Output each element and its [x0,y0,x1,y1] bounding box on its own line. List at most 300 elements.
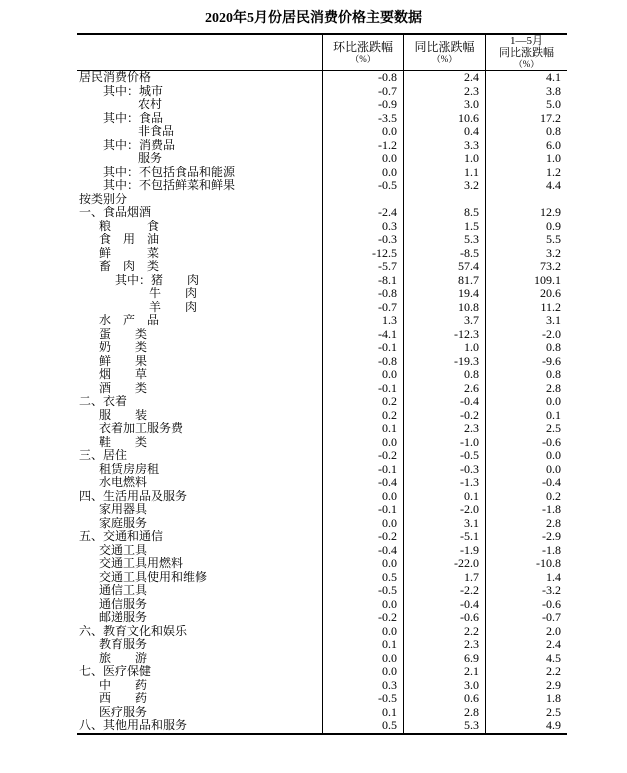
row-ytd-value: 3.8 [485,85,567,99]
row-mom-value: -0.9 [322,98,403,112]
table-row [77,652,567,666]
table-row [77,85,567,99]
row-mom-value: 0.0 [322,125,403,139]
row-label: 鞋 类 [99,435,148,449]
row-label-cell [77,85,322,99]
row-label-cell [77,584,322,598]
row-label: 鲜 果 [99,354,148,368]
row-yoy-value: -0.2 [403,409,485,423]
row-label-cell [77,112,322,126]
row-label-cell [77,328,322,342]
table-row [77,301,567,315]
row-yoy-value: -0.5 [403,449,485,463]
row-mom-value: 0.5 [322,719,403,733]
row-yoy-value: -22.0 [403,557,485,571]
row-yoy-value: 2.4 [403,71,485,85]
row-ytd-value: 1.8 [485,692,567,706]
table-row [77,395,567,409]
row-yoy-value: 1.7 [403,571,485,585]
row-label: 交通工具使用和维修 [99,570,208,584]
row-yoy-value [403,193,485,207]
row-yoy-value: 57.4 [403,260,485,274]
row-yoy-value: 1.5 [403,220,485,234]
row-mom-value: -0.1 [322,382,403,396]
table-row [77,179,567,193]
row-mom-value: 0.2 [322,409,403,423]
row-mom-value: -0.7 [322,301,403,315]
row-mom-value: 0.1 [322,706,403,720]
row-label-cell [77,395,322,409]
row-label: 蛋 类 [99,327,148,341]
row-yoy-value: -0.6 [403,611,485,625]
table-row [77,260,567,274]
table-row [77,544,567,558]
row-yoy-value: 10.8 [403,301,485,315]
row-ytd-value: 2.4 [485,638,567,652]
table-row [77,71,567,85]
row-mom-value: 0.0 [322,598,403,612]
row-label-cell [77,382,322,396]
row-mom-value: 0.1 [322,422,403,436]
table-row [77,490,567,504]
table-row [77,409,567,423]
row-ytd-value: 1.2 [485,166,567,180]
row-ytd-value: 1.4 [485,571,567,585]
row-ytd-value: 0.9 [485,220,567,234]
row-mom-value: -5.7 [322,260,403,274]
row-ytd-value: 5.5 [485,233,567,247]
row-mom-value: -0.8 [322,287,403,301]
row-yoy-value: 8.5 [403,206,485,220]
column-header-yoy [403,35,485,70]
row-yoy-value: 3.2 [403,179,485,193]
row-label-cell [77,368,322,382]
table-row [77,503,567,517]
row-label-cell [77,193,322,207]
row-ytd-value: 3.2 [485,247,567,261]
row-label-cell [77,503,322,517]
table-row [77,247,567,261]
row-yoy-value: -2.2 [403,584,485,598]
row-label: 邮递服务 [99,611,148,624]
table-row [77,611,567,625]
row-label-cell [77,341,322,355]
row-ytd-value: 2.0 [485,625,567,639]
row-yoy-value: -1.0 [403,436,485,450]
column-header-yoy-unit: （%） [431,54,458,64]
row-mom-value: -8.1 [322,274,403,288]
row-mom-value: -4.1 [322,328,403,342]
row-yoy-value: 2.6 [403,382,485,396]
row-ytd-value: 109.1 [485,274,567,288]
row-label: 其中：消费品 [103,138,176,152]
row-label: 六、教育文化和娱乐 [79,624,188,638]
table-row [77,233,567,247]
row-label: 牛 肉 [149,287,198,300]
row-label-cell [77,476,322,490]
row-yoy-value: -5.1 [403,530,485,544]
row-label-cell [77,206,322,220]
row-ytd-value: 12.9 [485,206,567,220]
column-header-yoy-title: 同比涨跌幅 [414,40,475,54]
row-label-cell [77,692,322,706]
row-yoy-value: 5.3 [403,233,485,247]
row-mom-value [322,193,403,207]
row-label: 交通工具用燃料 [99,557,184,570]
row-label: 其中：城市 [103,84,164,98]
row-yoy-value: -0.4 [403,598,485,612]
row-label: 家庭服务 [99,516,148,530]
table-row [77,584,567,598]
row-yoy-value: 6.9 [403,652,485,666]
row-label: 畜 肉 类 [99,260,160,273]
row-label: 通信服务 [99,597,148,611]
row-ytd-value: 2.5 [485,706,567,720]
table-row [77,98,567,112]
row-label-cell [77,598,322,612]
row-label: 鲜 菜 [99,246,160,260]
row-label-cell [77,166,322,180]
row-ytd-value: 20.6 [485,287,567,301]
row-label: 医疗服务 [99,705,148,719]
row-yoy-value: 0.1 [403,490,485,504]
row-label-cell [77,706,322,720]
row-label-cell [77,490,322,504]
row-mom-value: 0.0 [322,166,403,180]
row-mom-value: 0.2 [322,395,403,409]
column-header-mom-title: 环比涨跌幅 [332,40,393,54]
row-ytd-value: -0.6 [485,436,567,450]
row-mom-value: -0.1 [322,463,403,477]
row-label: 教育服务 [99,638,148,651]
row-ytd-value: -10.8 [485,557,567,571]
row-label-cell [77,436,322,450]
row-yoy-value: 81.7 [403,274,485,288]
row-label: 租赁房房租 [99,462,160,476]
row-ytd-value: 0.1 [485,409,567,423]
row-label-cell [77,625,322,639]
row-ytd-value: 0.8 [485,125,567,139]
column-header-ytd [485,35,567,70]
row-yoy-value: -0.4 [403,395,485,409]
row-yoy-value: -1.9 [403,544,485,558]
row-label: 烟 草 [99,368,148,381]
row-label-cell [77,139,322,153]
table-row [77,530,567,544]
row-label-cell [77,71,322,85]
row-mom-value: -0.1 [322,341,403,355]
row-ytd-value: -2.0 [485,328,567,342]
column-header-ytd-period: 1—5月 [510,35,543,47]
row-label-cell [77,220,322,234]
column-header-ytd-title: 同比涨跌幅 [499,46,554,59]
row-yoy-value: 2.3 [403,85,485,99]
row-ytd-value: 2.8 [485,517,567,531]
row-yoy-value: -1.3 [403,476,485,490]
row-label: 水 产 品 [99,314,160,327]
row-label-cell [77,665,322,679]
row-ytd-value: 4.9 [485,719,567,733]
row-label: 二、衣着 [79,395,128,408]
row-yoy-value: 1.0 [403,152,485,166]
row-yoy-value: 3.1 [403,517,485,531]
row-label-cell [77,233,322,247]
row-mom-value: 0.0 [322,517,403,531]
row-yoy-value: 3.0 [403,98,485,112]
row-label: 酒 类 [99,381,148,395]
table-row [77,328,567,342]
row-mom-value: 0.0 [322,490,403,504]
row-label: 按类别分 [79,192,128,206]
row-ytd-value: 4.1 [485,71,567,85]
row-mom-value: -2.4 [322,206,403,220]
row-label: 中 药 [99,678,148,692]
row-mom-value: 0.5 [322,571,403,585]
row-ytd-value: -1.8 [485,503,567,517]
row-label-cell [77,314,322,328]
row-label-cell [77,557,322,571]
row-label-cell [77,152,322,166]
row-yoy-value: 0.4 [403,125,485,139]
row-mom-value: 0.3 [322,679,403,693]
row-label: 其中：猪 肉 [115,273,200,287]
row-label-cell [77,287,322,301]
row-label-cell [77,463,322,477]
table-row [77,692,567,706]
row-mom-value: 0.1 [322,638,403,652]
row-mom-value: -0.5 [322,692,403,706]
row-label: 西 药 [99,692,148,705]
column-header-ytd-unit: （%） [513,59,540,69]
row-label: 农村 [138,98,163,111]
row-ytd-value: 0.8 [485,341,567,355]
row-mom-value: -0.3 [322,233,403,247]
column-header-mom [322,35,403,70]
row-label: 服 装 [99,408,148,422]
table-header-row [77,35,567,71]
row-mom-value: -0.4 [322,544,403,558]
row-ytd-value: 4.5 [485,652,567,666]
row-label: 家用器具 [99,503,148,516]
row-ytd-value: 2.8 [485,382,567,396]
table-row [77,476,567,490]
row-label: 其中：食品 [103,111,164,125]
row-label: 羊 肉 [149,300,198,314]
table-row [77,355,567,369]
row-mom-value: 0.0 [322,652,403,666]
row-label: 八、其他用品和服务 [79,719,188,732]
row-mom-value: -0.7 [322,85,403,99]
table-row [77,220,567,234]
row-mom-value: 0.3 [322,220,403,234]
table-row [77,382,567,396]
row-ytd-value: 0.0 [485,449,567,463]
row-label: 旅 游 [99,651,148,665]
row-yoy-value: 1.0 [403,341,485,355]
row-ytd-value: -9.6 [485,355,567,369]
row-yoy-value: -19.3 [403,355,485,369]
table-row [77,665,567,679]
row-label: 其中：不包括食品和能源 [103,165,236,179]
row-label-cell [77,247,322,261]
row-label: 三、居住 [79,449,128,462]
row-mom-value: 1.3 [322,314,403,328]
table-row [77,557,567,571]
row-yoy-value: 3.0 [403,679,485,693]
row-ytd-value: 0.0 [485,463,567,477]
table-row [77,112,567,126]
row-ytd-value: -3.2 [485,584,567,598]
row-label: 衣着加工服务费 [99,422,184,435]
row-ytd-value: 4.4 [485,179,567,193]
row-label: 四、生活用品及服务 [79,489,188,503]
row-mom-value: 0.0 [322,625,403,639]
table-row [77,625,567,639]
row-label: 居民消费价格 [79,71,152,84]
row-ytd-value: 17.2 [485,112,567,126]
row-label: 其中：不包括鲜菜和鲜果 [103,179,236,192]
row-label: 五、交通和通信 [79,530,164,543]
row-yoy-value: -2.0 [403,503,485,517]
table-row [77,436,567,450]
row-label: 粮 食 [99,219,160,233]
row-mom-value: -0.4 [322,476,403,490]
row-yoy-value: 2.1 [403,665,485,679]
row-mom-value: 0.0 [322,665,403,679]
row-mom-value: -0.1 [322,503,403,517]
row-ytd-value: -0.6 [485,598,567,612]
table-row [77,368,567,382]
row-label-cell [77,679,322,693]
row-ytd-value: 2.9 [485,679,567,693]
row-yoy-value: 1.1 [403,166,485,180]
row-ytd-value: -1.8 [485,544,567,558]
table-row [77,152,567,166]
row-label-cell [77,409,322,423]
row-label: 非食品 [138,125,175,138]
row-mom-value: -0.2 [322,530,403,544]
table-body [77,71,567,733]
table-row [77,706,567,720]
header-label-cell [77,35,322,70]
table-row [77,274,567,288]
row-ytd-value: 73.2 [485,260,567,274]
row-mom-value: -0.5 [322,179,403,193]
row-ytd-value: -0.7 [485,611,567,625]
row-yoy-value: 2.8 [403,706,485,720]
table-row [77,314,567,328]
table-row [77,571,567,585]
row-label-cell [77,355,322,369]
row-label: 交通工具 [99,543,148,557]
row-yoy-value: -8.5 [403,247,485,261]
row-label-cell [77,274,322,288]
page-title: 2020年5月份居民消费价格主要数据 [205,11,422,26]
table-row [77,449,567,463]
row-label-cell [77,301,322,315]
row-yoy-value: -0.3 [403,463,485,477]
row-mom-value: -3.5 [322,112,403,126]
row-mom-value: -0.2 [322,611,403,625]
row-label: 一、食品烟酒 [79,206,152,219]
table-row [77,206,567,220]
row-yoy-value: 19.4 [403,287,485,301]
row-mom-value: 0.0 [322,436,403,450]
row-label-cell [77,98,322,112]
row-label: 七、医疗保健 [79,665,152,678]
row-ytd-value: 0.0 [485,395,567,409]
row-yoy-value: 10.6 [403,112,485,126]
row-label: 食 用 油 [99,233,160,246]
row-yoy-value: 2.3 [403,638,485,652]
row-label: 服务 [138,152,163,165]
row-ytd-value: -0.4 [485,476,567,490]
row-label-cell [77,179,322,193]
table-row [77,166,567,180]
row-yoy-value: -12.3 [403,328,485,342]
row-label: 水电燃料 [99,476,148,489]
row-ytd-value: 11.2 [485,301,567,315]
table-row [77,287,567,301]
row-label-cell [77,449,322,463]
row-label-cell [77,530,322,544]
row-yoy-value: 0.6 [403,692,485,706]
row-yoy-value: 0.8 [403,368,485,382]
row-label-cell [77,719,322,733]
row-mom-value: -0.2 [322,449,403,463]
row-mom-value: -12.5 [322,247,403,261]
cpi-data-table [77,33,567,735]
row-ytd-value: 2.5 [485,422,567,436]
row-label-cell [77,125,322,139]
row-ytd-value: 0.8 [485,368,567,382]
row-ytd-value: 2.2 [485,665,567,679]
row-label-cell [77,652,322,666]
row-mom-value: -1.2 [322,139,403,153]
row-mom-value: 0.0 [322,152,403,166]
row-label-cell [77,260,322,274]
row-ytd-value: 5.0 [485,98,567,112]
row-mom-value: -0.8 [322,355,403,369]
row-label-cell [77,638,322,652]
row-yoy-value: 2.3 [403,422,485,436]
row-ytd-value: 3.1 [485,314,567,328]
table-row [77,422,567,436]
row-mom-value: -0.5 [322,584,403,598]
table-row [77,638,567,652]
row-yoy-value: 3.7 [403,314,485,328]
row-ytd-value: -2.9 [485,530,567,544]
row-ytd-value: 0.2 [485,490,567,504]
table-row [77,598,567,612]
row-ytd-value [485,193,567,207]
row-ytd-value: 1.0 [485,152,567,166]
row-ytd-value: 6.0 [485,139,567,153]
row-mom-value: 0.0 [322,557,403,571]
row-label: 奶 类 [99,341,148,354]
table-row [77,193,567,207]
row-yoy-value: 5.3 [403,719,485,733]
table-row [77,139,567,153]
row-label-cell [77,571,322,585]
table-row [77,341,567,355]
row-label-cell [77,544,322,558]
table-row [77,463,567,477]
table-row [77,679,567,693]
row-label-cell [77,517,322,531]
row-label-cell [77,611,322,625]
column-header-mom-unit: （%） [350,54,376,64]
